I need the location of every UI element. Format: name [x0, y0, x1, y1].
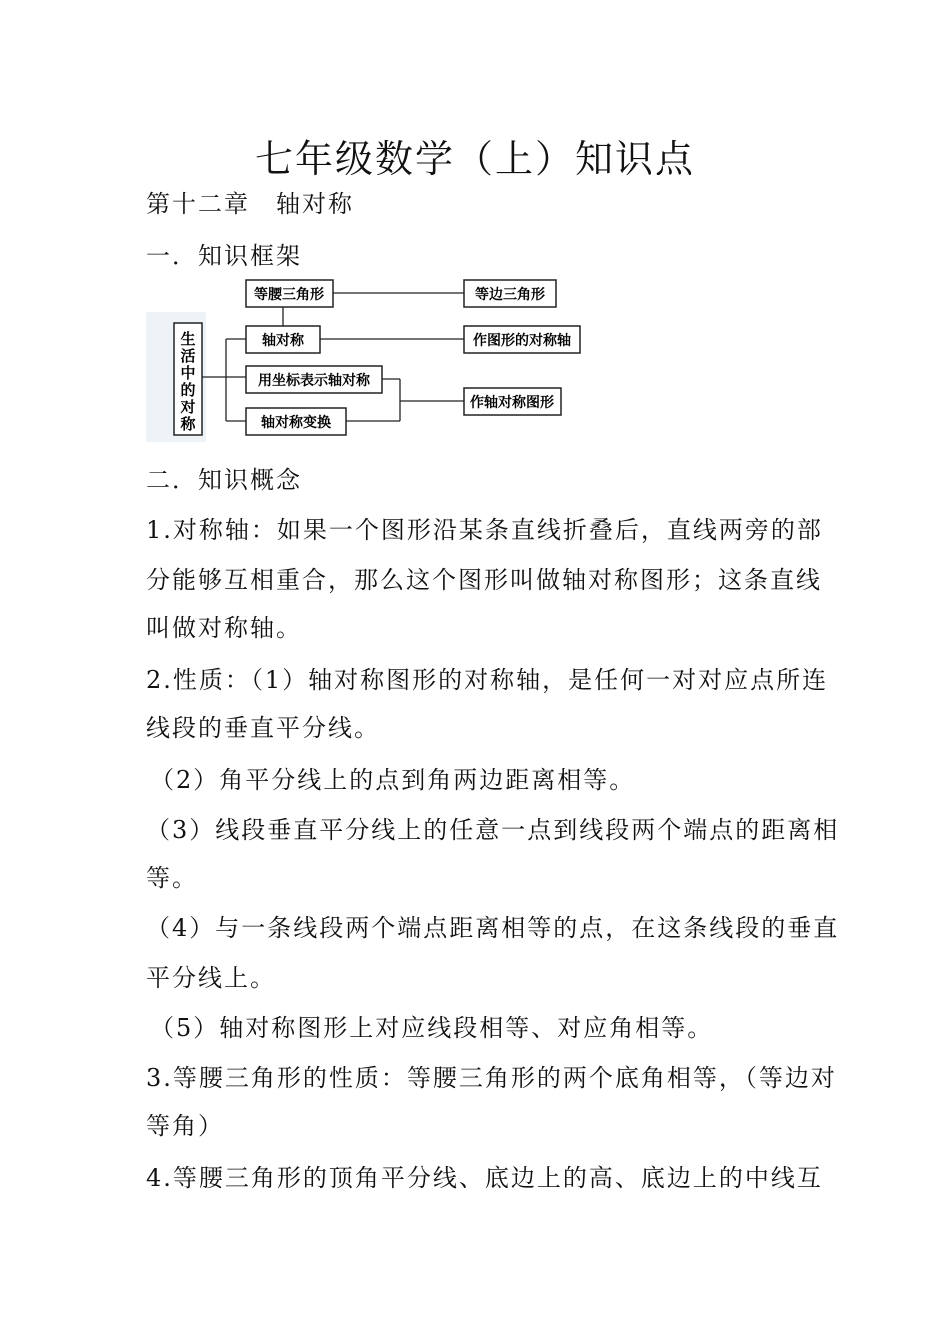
body-line: 叫做对称轴。	[146, 614, 302, 642]
root-char: 称	[180, 415, 196, 433]
root-char: 生	[180, 330, 196, 348]
body-line: 平分线上。	[146, 964, 276, 992]
body-line: 等角）	[146, 1112, 224, 1140]
body-line: 4.等腰三角形的顶角平分线、底边上的高、底边上的中线互	[146, 1164, 823, 1192]
body-line: （5）轴对称图形上对应线段相等、对应角相等。	[150, 1014, 714, 1042]
node-draw-figure	[464, 388, 561, 415]
body-line: 分能够互相重合，那么这个图形叫做轴对称图形；这条直线	[146, 566, 822, 594]
diagram-root-box	[174, 323, 202, 435]
section-heading-framework: 一．知识框架	[146, 242, 302, 270]
body-line: 等。	[146, 864, 198, 892]
body-line: （2）角平分线上的点到角两边距离相等。	[150, 766, 636, 794]
svg-text:轴对称: 轴对称	[262, 333, 304, 349]
body-line: 2.性质：（1）轴对称图形的对称轴，是任何一对对应点所连	[146, 666, 829, 694]
chapter-heading: 第十二章 轴对称	[146, 190, 354, 218]
svg-text:作轴对称图形: 作轴对称图形	[470, 395, 554, 411]
section-heading-concepts: 二．知识概念	[146, 466, 302, 494]
knowledge-framework-diagram	[146, 272, 606, 442]
node-equilateral-triangle	[464, 280, 556, 307]
node-isosceles-triangle	[246, 280, 333, 307]
svg-text:等腰三角形: 等腰三角形	[254, 287, 324, 303]
svg-text:轴对称变换: 轴对称变换	[261, 415, 331, 431]
svg-text:用坐标表示轴对称: 用坐标表示轴对称	[258, 373, 370, 389]
body-line: 线段的垂直平分线。	[146, 714, 380, 742]
diagram-connectors	[202, 293, 464, 421]
root-char: 的	[180, 381, 196, 399]
node-coordinates	[246, 366, 382, 393]
node-axis-symmetry	[246, 326, 320, 353]
svg-text:作图形的对称轴: 作图形的对称轴	[473, 333, 571, 349]
page-title: 七年级数学（上）知识点	[254, 137, 695, 181]
body-line: 3.等腰三角形的性质：等腰三角形的两个底角相等，（等边对	[146, 1064, 837, 1092]
body-line: 1.对称轴：如果一个图形沿某条直线折叠后，直线两旁的部	[146, 516, 823, 544]
node-draw-axis	[464, 326, 580, 353]
node-transform	[246, 408, 346, 435]
svg-text:等边三角形: 等边三角形	[475, 287, 545, 303]
root-char: 对	[180, 398, 196, 416]
body-line: （4）与一条线段两个端点距离相等的点，在这条线段的垂直	[146, 914, 840, 942]
body-line: （3）线段垂直平分线上的任意一点到线段两个端点的距离相	[146, 816, 840, 844]
root-char: 中	[180, 364, 196, 382]
root-char: 活	[180, 347, 196, 365]
